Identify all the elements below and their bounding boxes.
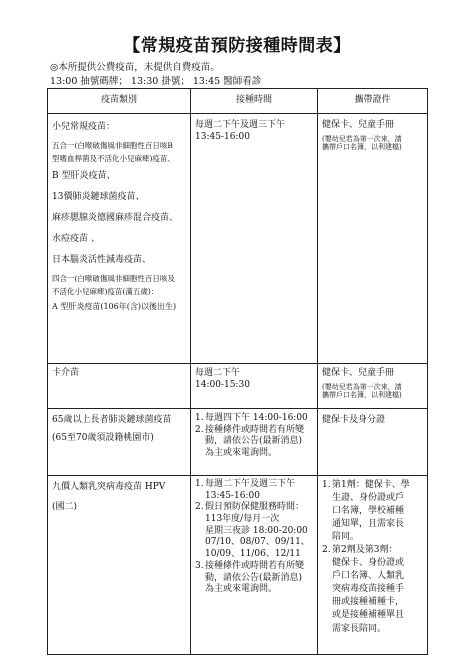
time-line: 13:45-16:00 [195, 131, 250, 142]
vaccine-line: (65至70歲須設籍桃園市) [52, 432, 154, 443]
item-line: 第1劑：健保卡、學 [332, 480, 410, 490]
child-time-cell [191, 114, 318, 364]
docs-main: 健保卡、兒童手冊 [322, 120, 395, 130]
vaccine-line: 日本腦炎活性減毒疫苗、 [52, 255, 152, 265]
item-line: 13:45-16:00 [205, 490, 260, 501]
vaccine-schedule-table [47, 88, 428, 655]
vaccine-line: 13價肺炎鏈球菌疫苗、 [52, 192, 145, 202]
vaccine-line: 65歲以上長者肺炎鏈球菌疫苗 [52, 415, 172, 425]
list-item [195, 561, 313, 596]
list-item [195, 425, 313, 460]
item-line: 健保卡、身份證或 [332, 558, 405, 569]
vaccine-line: 麻疹腮腺炎德國麻疹混合疫苗、 [52, 213, 179, 223]
hpv-time-cell [191, 476, 318, 655]
hpv-docs-cell [318, 476, 428, 655]
time-line: 14:00-15:30 [195, 379, 250, 390]
item-line: 假日預防保健服務時間： [205, 502, 305, 513]
vaccine-line: 型嗜血桿菌及不活化小兒麻痺)疫苗、 [52, 154, 175, 163]
docs-sub: (嬰幼兒若為第一次來，請 [322, 382, 402, 391]
pneumo-time-cell [191, 409, 318, 476]
docs-sub: (嬰幼兒若為第一次來，請 [322, 134, 402, 143]
item-line: 113年度/每月一次 [205, 514, 280, 525]
item-line: 每週四下午 14:00-16:00 [205, 413, 308, 423]
item-number: 2. [322, 545, 331, 556]
table-row-hpv [48, 476, 428, 655]
pneumo-vaccine-cell [48, 409, 191, 476]
item-line: 每週二下午及週三下午 [205, 479, 296, 489]
bcg-vaccine-cell: 卡介苗 [48, 364, 191, 409]
item-line: 或是接種補種單且 [332, 610, 405, 621]
item-line: 生證、身份證或戶 [332, 493, 405, 504]
vaccine-line: 水痘疫苗 、 [52, 234, 100, 244]
docs-main: 健保卡、兒童手冊 [322, 368, 395, 378]
list-item [322, 544, 423, 635]
vaccine-line: B 型肝炎疫苗、 [52, 171, 116, 181]
item-number: 2. [195, 502, 204, 513]
time-line: 每週二下午及週三下午 [195, 120, 286, 130]
item-line: 動，請依公告(最新消息) [205, 436, 303, 447]
header-time: 接種時間 [191, 89, 318, 114]
list-item [195, 502, 313, 560]
vaccine-line: 小兒常規疫苗： [52, 122, 116, 132]
notice-schedule: 13:00 抽號碼牌； 13:30 掛號； 13:45 醫師看診 [50, 76, 262, 87]
item-number: 2. [195, 424, 204, 435]
header-vaccine: 疫苗類別 [48, 89, 191, 114]
table-row-bcg [48, 364, 428, 409]
child-vaccine-cell [48, 114, 191, 364]
vaccine-line: 五合一(白喉破傷風非細胞性百日咳B [52, 141, 173, 150]
item-number: 3. [195, 560, 204, 571]
item-line: 陪同。 [332, 532, 360, 543]
item-line: 需家長陪同。 [332, 623, 387, 634]
vaccine-line: 四合一(白喉破傷風非細胞性百日咳及 [52, 274, 175, 283]
vaccine-line: 不活化小兒麻痺)疫苗(滿五歲)： [52, 287, 159, 296]
item-number: 1. [195, 413, 204, 423]
header-docs: 攜帶證件 [318, 89, 428, 114]
item-line: 動，請依公告(最新消息) [205, 572, 303, 583]
list-item [195, 413, 313, 425]
table-row-child-vaccines [48, 114, 428, 364]
hpv-docs-list [322, 479, 423, 636]
page-title: 【常規疫苗預防接種時間表】 [123, 36, 351, 56]
item-line: 07/10、08/07、09/11、 [205, 537, 310, 548]
bcg-time-cell [191, 364, 318, 409]
item-line: 為主或來電詢問。 [205, 584, 278, 595]
item-line: 口名簿，學校補種 [332, 506, 405, 517]
list-item [195, 479, 313, 502]
table-header-row [48, 89, 428, 114]
item-line: 戶口名簿、人類乳 [332, 571, 405, 582]
list-item [322, 479, 423, 544]
item-line: 第2劑及第3劑： [332, 545, 398, 556]
pneumo-time-list [195, 413, 313, 460]
item-line: 突病毒疫苗接種手 [332, 584, 405, 595]
item-line: 10/09、11/06、12/11 [205, 549, 301, 560]
vaccine-line: A 型肝炎疫苗(106年(含)以後出生) [52, 302, 177, 311]
item-line: 通知單，且需家長 [332, 519, 405, 530]
child-docs-cell [318, 114, 428, 364]
table-row-pneumococcal [48, 409, 428, 476]
item-line: 為主或來電詢問。 [205, 448, 278, 459]
hpv-vaccine-cell [48, 476, 191, 655]
docs-sub: 攜帶戶口名簿，以利建檔) [322, 143, 402, 152]
bcg-docs-cell [318, 364, 428, 409]
item-line: 接種條件或時間若有所變 [205, 560, 305, 571]
time-line: 每週二下午 [195, 368, 241, 378]
item-line: 星期三夜診 18:00-20:00 [205, 525, 308, 536]
hpv-time-list [195, 479, 313, 596]
vaccine-line: (國二) [52, 501, 78, 512]
pneumo-docs-cell: 健保卡及身分證 [318, 409, 428, 476]
item-line: 冊或接種補種卡， [332, 597, 405, 608]
item-line: 接種條件或時間若有所變 [205, 424, 305, 435]
vaccine-line: 九價人類乳突病毒疫苗 HPV [52, 482, 166, 492]
notice-public-vaccine: ◎本所提供公費疫苗，未提供自費疫苗。 [50, 62, 220, 73]
docs-sub: 攜帶戶口名簿，以利建檔) [322, 391, 402, 400]
item-number: 1. [322, 480, 331, 490]
item-number: 1. [195, 479, 204, 489]
